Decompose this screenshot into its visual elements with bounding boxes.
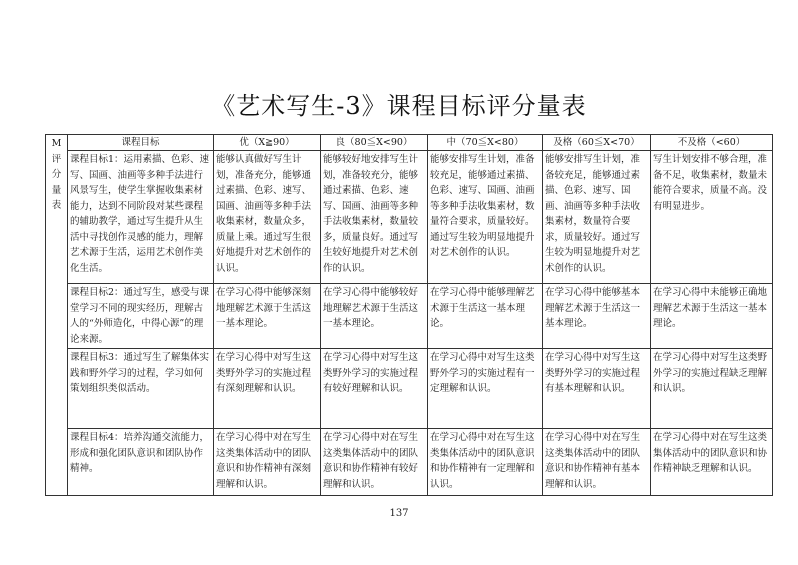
grade-cell: 在学习心得中对写生这类野外学习的实施过程有一定理解和认识。: [428, 349, 543, 429]
grade-cell: 在学习心得中对在写生这类集体活动中的团队意识和协作精神有一定理解和认识。: [428, 429, 543, 496]
grade-cell: 在学习心得中对写生这类野外学习的实施过程缺乏理解和认识。: [651, 349, 773, 429]
grade-cell: 写生计划安排不够合理，准备不足，收集素材，数量未能符合要求，质量不高。没有明显进步。: [651, 151, 773, 284]
side-label-char: M: [51, 138, 62, 149]
side-label-char: 表: [51, 200, 62, 211]
grade-cell: 在学习心得中对写生这类野外学习的实施过程有基本理解和认识。: [543, 349, 651, 429]
document-title: 《艺术写生-3》课程目标评分量表: [211, 92, 587, 120]
table-row: [46, 349, 773, 429]
grade-cell: 在学习心得中对在写生这类集体活动中的团队意识和协作精神有基本理解和认识。: [543, 429, 651, 496]
side-label-char: 量: [51, 184, 62, 196]
grade-cell: 能够较好地安排写生计划，准备较充分，能够通过素描、色彩、速写、国画、油画等多种手法收集素材，数量较多，质量良好。通过写生较好地提升对艺术创作的认识。: [321, 151, 428, 284]
side-label-char: 评: [51, 153, 62, 165]
goal-cell: 课程目标3：通过写生了解集体实践和野外学习的过程，学习如何策划组织类似活动。: [68, 349, 214, 429]
rubric-table: [45, 134, 773, 496]
header-fail: 不及格（<60）: [651, 135, 773, 151]
header-row: [46, 135, 773, 151]
grade-cell: 在学习心得中能够基本理解艺术源于生活这一基本理论。: [543, 284, 651, 349]
side-label-char: 分: [51, 169, 62, 180]
grade-cell: 能够安排写生计划，准备较充足，能够通过素描、色彩、速写、国画、油画等多种手法收集素材，数量符合要求，质量较好。通过写生较为明显地提升对艺术创作的认识。: [428, 151, 543, 284]
side-label: [46, 135, 68, 496]
grade-cell: 能够安排写生计划，准备较充足，能够通过素描、色彩、速写、国画、油画等多种手法收集素材，数量符合要求，质量较好。通过写生较为明显地提升对艺术创作的认识。: [543, 151, 651, 284]
grade-cell: 在学习心得中能够深刻地理解艺术源于生活这一基本理论。: [214, 284, 321, 349]
grade-cell: 在学习心得中对在写生这类集体活动中的团队意识和协作精神有深刻理解和认识。: [214, 429, 321, 496]
grade-cell: 在学习心得中对在写生这类集体活动中的团队意识和协作精神缺乏理解和认识。: [651, 429, 773, 496]
table-row: [46, 151, 773, 284]
header-course-goal: 课程目标: [68, 135, 214, 151]
header-excellent: 优（X≧90）: [214, 135, 321, 151]
header-good: 良（80≦X<90）: [321, 135, 428, 151]
goal-cell: 课程目标1：运用素描、色彩、速写、国画、油画等多种手法进行风景写生，使学生掌握收集素材能力，达到不同阶段对某些课程的辅助教学，通过写生提升从生活中寻找创作灵感的能力，理解艺术源于生活，运用艺术创作美化生活。: [68, 151, 214, 284]
goal-cell: 课程目标4：培养沟通交流能力，形成和强化团队意识和团队协作精神。: [68, 429, 214, 496]
grade-cell: 在学习心得中能够理解艺术源于生活这一基本理论。: [428, 284, 543, 349]
table-row: [46, 429, 773, 496]
grade-cell: 在学习心得中能够较好地理解艺术源于生活这一基本理论。: [321, 284, 428, 349]
page-number: 137: [389, 508, 409, 519]
grade-cell: 能够认真做好写生计划，准备充分，能够通过素描、色彩、速写、国画、油画等多种手法收集素材，数量众多，质量上乘。通过写生很好地提升对艺术创作的认识。: [214, 151, 321, 284]
grade-cell: 在学习心得中未能够正确地理解艺术源于生活这一基本理论。: [651, 284, 773, 349]
grade-cell: 在学习心得中对写生这类野外学习的实施过程有较好理解和认识。: [321, 349, 428, 429]
header-medium: 中（70≦X<80）: [428, 135, 543, 151]
grade-cell: 在学习心得中对在写生这类集体活动中的团队意识和协作精神有较好理解和认识。: [321, 429, 428, 496]
grade-cell: 在学习心得中对写生这类野外学习的实施过程有深刻理解和认识。: [214, 349, 321, 429]
header-pass: 及格（60≦X<70）: [543, 135, 651, 151]
table-row: [46, 284, 773, 349]
goal-cell: 课程目标2：通过写生，感受与课堂学习不同的现实经历，理解古人的“外师造化，中得心源”的理论来源。: [68, 284, 214, 349]
